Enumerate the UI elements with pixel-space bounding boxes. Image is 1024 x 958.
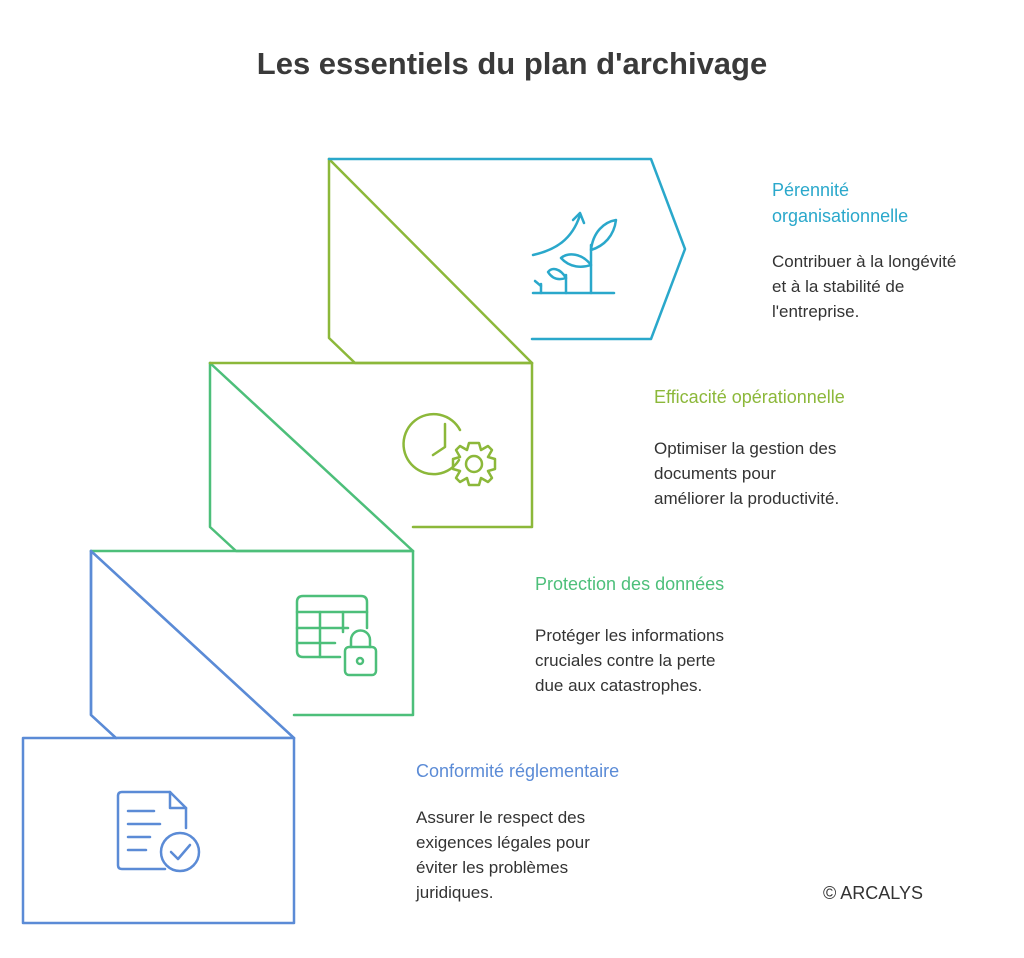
table-lock-icon	[297, 596, 376, 675]
step-efficacite-title: Efficacité opérationnelle	[654, 387, 845, 407]
step-protection-title: Protection des données	[535, 574, 725, 594]
step-efficacite-panel	[210, 159, 532, 527]
step-perennite-description: Contribuer à la longévité et à la stabilité de l'entreprise.	[772, 252, 957, 321]
copyright-notice: © ARCALYS	[823, 883, 923, 903]
plant-growth-icon	[533, 213, 616, 293]
step-efficacite-description: Optimiser la gestion des documents pour améliorer la productivité.	[654, 439, 840, 508]
step-perennite-title: Pérennité organisationnelle	[772, 180, 909, 226]
step-protection-description: Protéger les informations cruciales contre la perte due aux catastrophes.	[535, 626, 724, 695]
step-perennite-panel	[329, 159, 685, 339]
step-conformite-description: Assurer le respect des exigences légales pour éviter les problèmes juridiques.	[416, 808, 590, 902]
step-conformite-box	[23, 738, 294, 923]
step-conformite-title: Conformité réglementaire	[416, 761, 620, 781]
page-title: Les essentiels du plan d'archivage	[256, 46, 768, 81]
clock-gear-icon	[404, 414, 495, 485]
step-conformite-panel	[23, 551, 294, 923]
